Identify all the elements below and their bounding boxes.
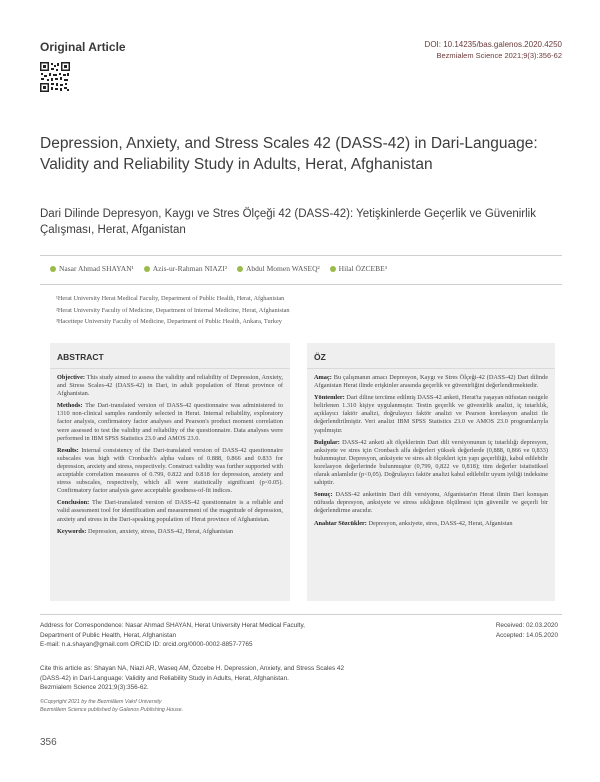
oz-sonuc: Sonuç: DASS-42 anketinin Dari dili versiyonu, Afganistan'ın Herat ilinin Dari konuşan nüfusda depresyon, anksiyete ve stress sıklığının ölçülmesi için güvenilir ve geçerli bir değerlendirme aracıdır. bbox=[314, 491, 549, 515]
orcid-icon[interactable] bbox=[144, 266, 150, 272]
author-list bbox=[50, 264, 550, 273]
abstract-objective: Objective: This study aimed to assess the validity and reliability of Depression, Anxiety, and Stress Scales-42 (DASS-42) in Dari, in adult population of Herat province of Afghanistan. bbox=[57, 374, 283, 398]
orcid-icon[interactable] bbox=[330, 266, 336, 272]
abstract-keywords: Keywords: Depression, anxiety, stress, DASS-42, Herat, Afghanistan bbox=[57, 527, 234, 535]
oz-bulgular: Bulgular: DASS-42 anketi alt ölçeklerinin Dari dili versiyonunun iç tutarlılığı depresyon, anksiyete ve stres için Cronbach alfa değerleri yüksek değerlerde (0,888, 0,866 ve 0,833) bulunmuştur. Depresyon, anksiyete ve stres alt ölçekleri için yapı geçerliliği, kabul edilebilir korelasyon değerlerinde bulunmuştur (0,799, 0,822 ve 0,818); tüm değerler istatistiksel olarak anlamlıdır (p<0,05). Doğrulayıcı faktör analizi kabul edilebilir uyum iyiliği indeksine sahiptir. bbox=[314, 438, 548, 487]
accepted-date: Accepted: 14.05.2020 bbox=[495, 631, 558, 639]
citation-line: Cite this article as: Shayan NA, Niazi AR, Waseq AM, Özcebe H. Depression, Anxiety, and Stress Scales 42 bbox=[40, 665, 345, 672]
journal-citation: Bezmialem Science 2021;9(3):356-62 bbox=[436, 51, 562, 60]
correspondence-block bbox=[40, 621, 400, 650]
abstract-results: Results: Internal consistency of the Dari-translated version of DASS-42 questionnaire subscales was high with Cronbach's alpha values of 0.888, 0.866 and 0.833 for depression, anxiety and stress, respectively. Construct validity was further supported with acceptable correlation measures of 0.799, 0.822 and 0.818 for depression, anxiety and stress subscales, respectively, which all were statistically significant (p<0.05). Confirmatory factor analysis gave acceptable goodness-of-fit indices. bbox=[57, 446, 284, 495]
dates-block bbox=[496, 621, 558, 640]
copyright-line: Bezmiâlem Science published by Galenos Publishing House. bbox=[40, 706, 184, 713]
oz-yontemler: Yöntemler: Dari diline tercüme edilmiş DASS-42 anketi, Herat'ta yaşayan nüfustan rastgele belirlenen 1.310 kişiye uygulanmıştır. Testin geçerlik ve güvenirlik analizi, iç tutarlılık, açıklayıcı faktör analizi, doğrulayıcı faktör analizi ve Pearson korelasyon analizi ile değerlendirilmiştir. Veri analizi IBM SPSS Statistics 23.0 ve AMOS 23.0 programlarıyla yapılmıştır. bbox=[314, 394, 548, 434]
author-item[interactable]: Azis-ur-Rahman NIAZI² bbox=[144, 264, 227, 273]
correspondence-line: Department of Public Health, Herat, Afghanistan bbox=[40, 631, 177, 639]
divider-top bbox=[40, 255, 562, 256]
oz-anahtar-sozcukler: Anahtar Sözcükler: Depresyon, anksiyete, stres, DASS-42, Herat, Afganistan bbox=[314, 519, 513, 527]
oz-amac: Amaç: Bu çalışmanın amacı Depresyon, Kaygı ve Stres Ölçeği-42 (DASS-42) Dari dilinde Afganistan Herat ilinde erişkinler arasında geçerlik ve güvenirliğini değerlendirmektedir. bbox=[314, 374, 548, 390]
abstract-conclusion: Conclusion: The Dari-translated version of DASS-42 questionnaire is a reliable and valid assessment tool for identification and measurement of the magnitude of depression, anxiety and stress in the Dari-speaking population of Herat province of Afghanistan. bbox=[57, 499, 283, 523]
affiliation-item: ³Hacettepe University Faculty of Medicine, Department of Public Health, Ankara, Turkey bbox=[56, 318, 282, 325]
article-type-label: Original Article bbox=[40, 40, 126, 54]
article-title-english: Depression, Anxiety, and Stress Scales 42 (DASS-42) in Dari-Language: Validity and Reliability Study in Adults, Herat, Afghanistan bbox=[40, 135, 538, 173]
abstract-methods: Methods: The Dari-translated version of DASS-42 questionnaire was administered to 1310 non-clinical samples randomly selected in Herat. Internal reliability, exploratory factor analysis, confirmatory factor analyses and Pearson's product moment correlation were assessed to test the validity and reliability of the questionnaire. Data analyses were performed in IBM SPSS Statistics 23.0 and AMOS 23.0. bbox=[57, 402, 283, 442]
oz-panel bbox=[307, 343, 555, 601]
orcid-icon[interactable] bbox=[237, 266, 243, 272]
divider-authors bbox=[40, 284, 562, 285]
affiliation-item: ²Herat University Faculty of Medicine, Department of Internal Medicine, Herat, Afghanistan bbox=[56, 306, 290, 314]
citation-block bbox=[40, 664, 420, 693]
correspondence-line: Address for Correspondence: Nasar Ahmad SHAYAN, Herat University Herat Medical Faculty, bbox=[40, 622, 305, 629]
copyright-line: ©Copyright 2021 by the Bezmiâlem Vakıf University bbox=[40, 699, 162, 705]
doi-link[interactable]: DOI: 10.14235/bas.galenos.2020.4250 bbox=[424, 40, 562, 49]
abstract-panel bbox=[50, 343, 290, 601]
affiliation-list bbox=[56, 293, 290, 328]
page-number: 356 bbox=[40, 737, 57, 748]
divider-footer bbox=[40, 614, 562, 615]
author-item[interactable]: Abdul Momen WASEQ² bbox=[237, 264, 320, 273]
correspondence-email[interactable]: E-mail: n.a.shayan@gmail.com ORCID ID: orcid.org/0000-0002-8857-7765 bbox=[40, 641, 253, 648]
copyright-notice bbox=[40, 699, 183, 714]
article-title-turkish: Dari Dilinde Depresyon, Kaygı ve Stres Ölçeği 42 (DASS-42): Yetişkinlerde Geçerlik ve Güvenirlik Çalışması, Herat, Afganistan bbox=[40, 208, 536, 236]
received-date: Received: 02.03.2020 bbox=[495, 622, 558, 629]
abstract-heading: ABSTRACT bbox=[50, 343, 290, 369]
affiliation-item: ¹Herat University Herat Medical Faculty, Department of Public Health, Herat, Afghanistan bbox=[56, 295, 285, 302]
citation-line: Bezmialem Science 2021;9(3):356-62. bbox=[40, 684, 149, 691]
author-item[interactable]: Hilal ÖZCEBE³ bbox=[330, 264, 387, 273]
author-item[interactable]: Nasar Ahmad SHAYAN¹ bbox=[50, 264, 134, 273]
orcid-icon[interactable] bbox=[50, 266, 56, 272]
qr-code bbox=[40, 62, 70, 92]
oz-heading: ÖZ bbox=[307, 343, 555, 369]
citation-line: (DASS-42) in Dari-Language: Validity and Reliability Study in Adults, Herat, Afghanistan. bbox=[40, 674, 289, 682]
